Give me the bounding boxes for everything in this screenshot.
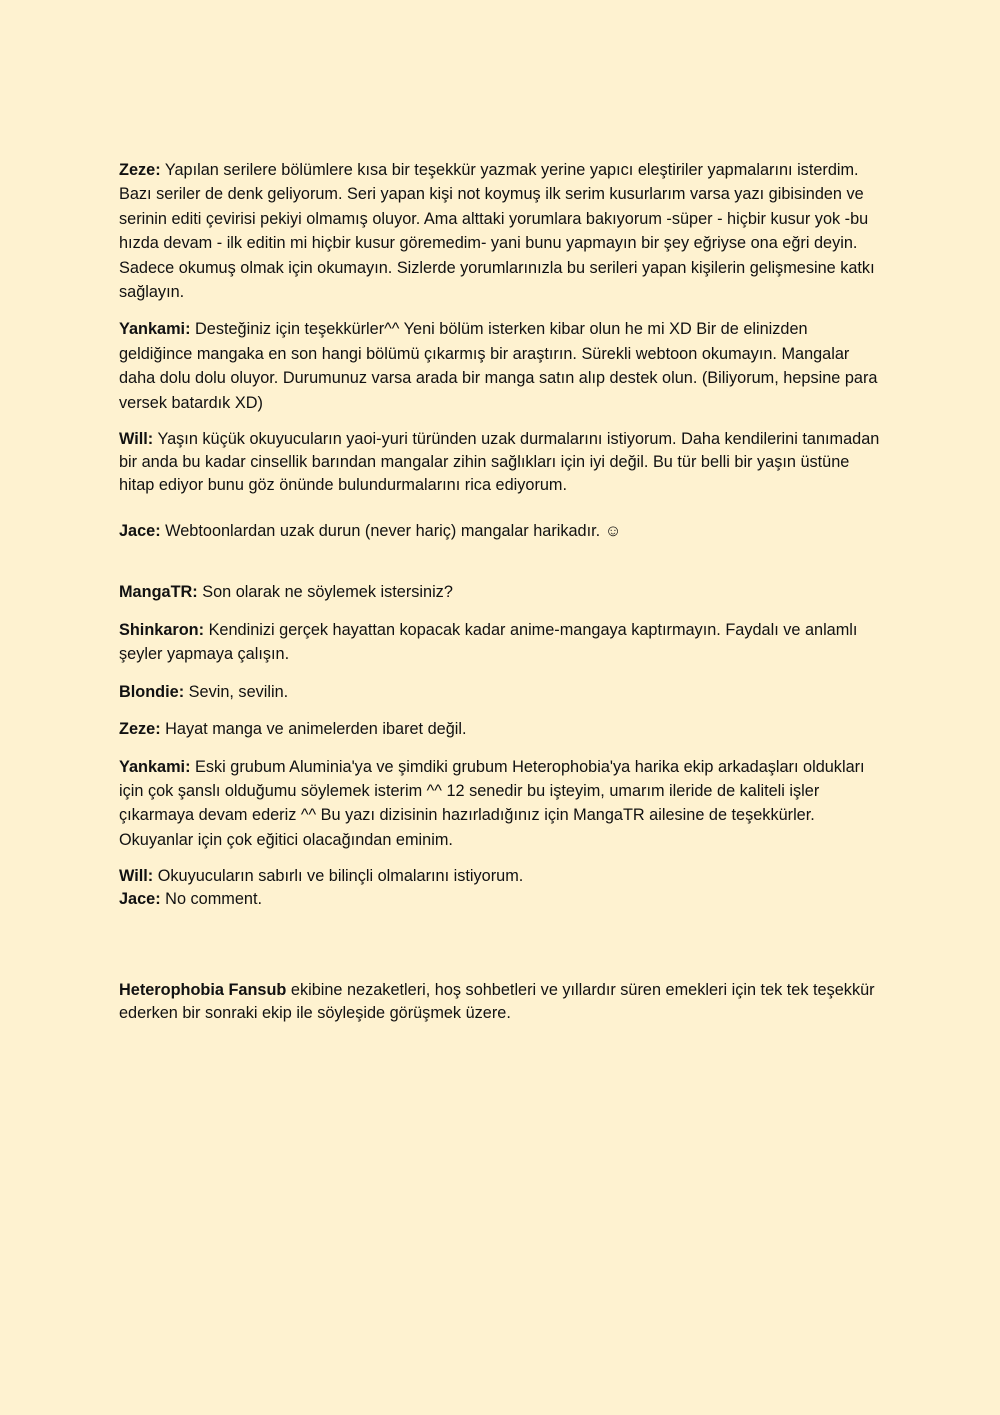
answer-text: Eski grubum Aluminia'ya ve şimdiki grubum Heterophobia'ya harika ekip arkadaşları oldukları için çok şanslı olduğumu söylemek isterim ^^ 12 senedir bu işteyim, umarım ileride de kaliteli işler çıkarmaya devam ederiz ^^ Bu yazı dizisinin hazırladığınız için MangaTR ailesine de teşekkürler. Okuyanlar için çok eğitici olacağından eminim.: [119, 757, 865, 849]
answer-text: Sevin, sevilin.: [184, 682, 289, 701]
interview-body: [119, 158, 881, 1025]
speaker-name: Yankami:: [119, 320, 191, 339]
answer-text: Hayat manga ve animelerden ibaret değil.: [160, 720, 467, 739]
answer-text: Webtoonlardan uzak durun (never hariç) mangalar harikadır. ☺: [160, 522, 622, 541]
answer-paragraph: [119, 680, 881, 704]
answer-paragraph: [119, 618, 881, 667]
answer-paragraph: [119, 158, 881, 304]
answer-text: Yaşın küçük okuyucuların yaoi-yuri türünden uzak durmalarını istiyorum. Daha kendilerini tanımadan bir anda bu kadar cinsellik barından mangalar zihin sağlıkları için iyi değil. Bu tür belli bir yaşın üstüne hitap ediyor bunu göz önünde bulundurmalarını rica ediyorum.: [119, 430, 880, 495]
speaker-name: Shinkaron:: [119, 620, 205, 639]
speaker-name: Jace:: [119, 890, 161, 909]
speaker-name: Zeze:: [119, 161, 161, 179]
answer-text: Okuyucuların sabırlı ve bilinçli olmalarını istiyorum.: [153, 867, 524, 886]
answer-paragraph: [119, 428, 881, 497]
speaker-name: Zeze:: [119, 720, 161, 739]
answer-paragraph: [119, 755, 881, 853]
interviewer-name: MangaTR:: [119, 583, 198, 602]
answer-text: Yapılan serilere bölümlere kısa bir teşekkür yazmak yerine yapıcı eleştiriler yapmalarını isterdim. Bazı seriler de denk geliyorum. Seri yapan kişi not koymuş ilk serim kusurlarım varsa yazı gibisinden ve serinin editi çevirisi pekiyi olmamış oluyor. Ama alttaki yorumlara bakıyorum -süper - hiçbir kusur yok -bu hızda devam - ilk editin mi hiçbir kusur göremedim- yani bunu yapmayın bir şey eğriyse ona eğri deyin. Sadece okumuş olmak için okumayın. Sizlerde yorumlarınızla bu serileri yapan kişilerin gelişmesine katkı sağlayın.: [119, 161, 875, 302]
question-paragraph: [119, 580, 881, 604]
answer-paragraph: [119, 519, 881, 543]
answer-paragraph: [119, 888, 881, 911]
answer-text: Desteğiniz için teşekkürler^^ Yeni bölüm isterken kibar olun he mi XD Bir de elinizden geldiğince mangaka en son hangi bölümü çıkarmış bir araştırın. Sürekli webtoon okumayın. Mangalar daha dolu dolu oluyor. Durumunuz varsa arada bir manga satın alıp destek olun. (Biliyorum, hepsine para versek batardık XD): [119, 320, 878, 412]
closing-text: ekibine nezaketleri, hoş sohbetleri ve yıllardır süren emekleri için tek tek teşekkür ederken bir sonraki ekip ile söyleşide görüşmek üzere.: [119, 981, 875, 1023]
question-text: Son olarak ne söylemek istersiniz?: [197, 583, 453, 602]
answer-paragraph: [119, 317, 881, 415]
group-name: Heterophobia Fansub: [119, 981, 287, 1000]
speaker-name: Will:: [119, 430, 154, 449]
speaker-name: Jace:: [119, 522, 161, 541]
answer-text: No comment.: [160, 890, 262, 909]
speaker-name: Will:: [119, 867, 154, 886]
answer-text: Kendinizi gerçek hayattan kopacak kadar anime-mangaya kaptırmayın. Faydalı ve anlamlı şeyler yapmaya çalışın.: [119, 620, 858, 664]
speaker-name: Blondie:: [119, 682, 185, 701]
answer-paragraph: [119, 717, 881, 741]
closing-paragraph: [119, 979, 881, 1025]
answer-paragraph: [119, 865, 881, 888]
speaker-name: Yankami:: [119, 757, 191, 776]
